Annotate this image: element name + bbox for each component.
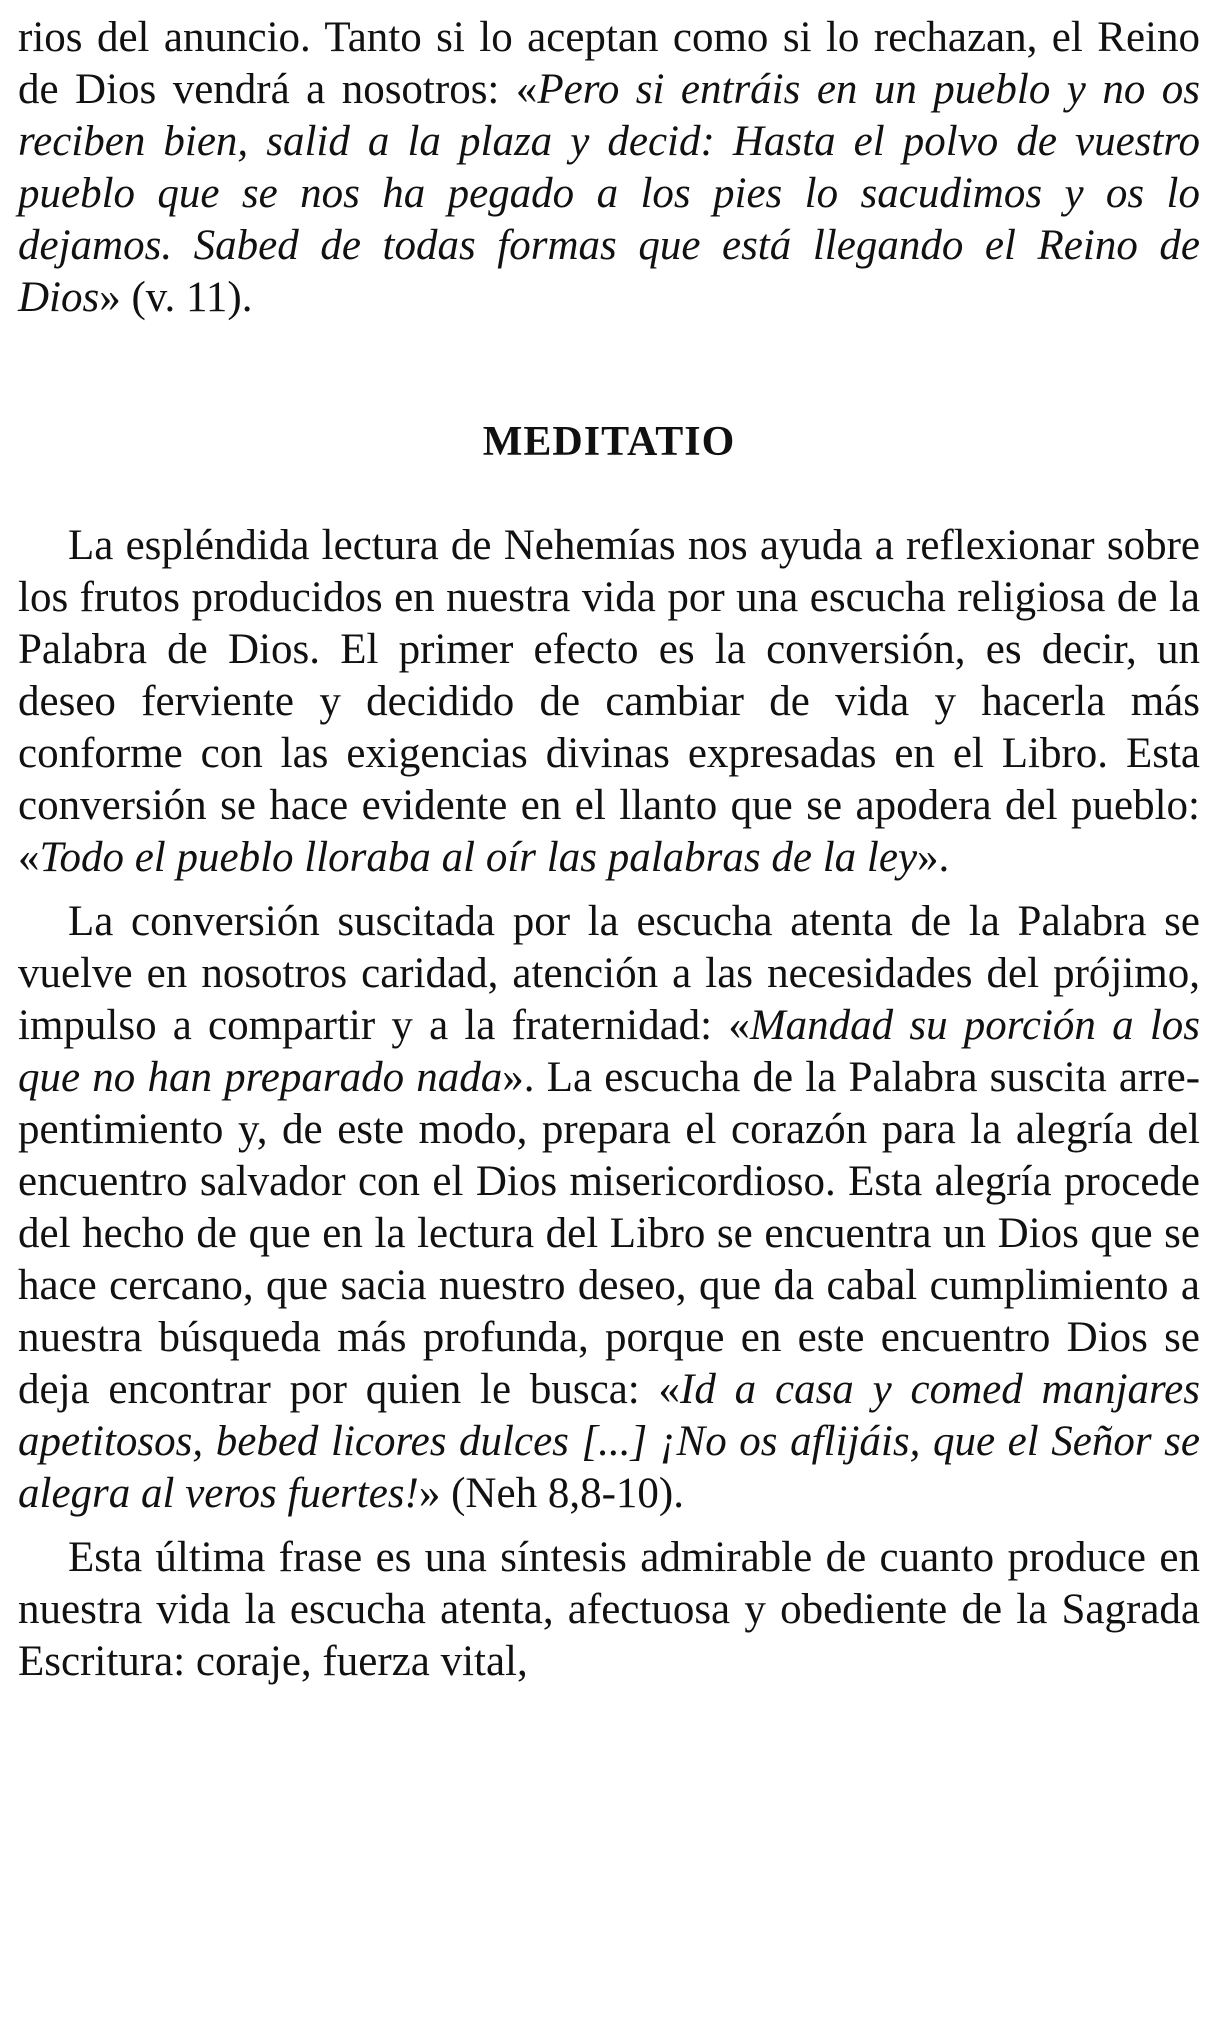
paragraph-text: La conversión suscitada por la escucha atenta de la Palabra se vuelve en nosotros caridad, atención a las necesidades del prójimo, impulso a compartir y a la fraternidad: «	[18, 898, 1200, 1049]
paragraph-text: » (Neh 8,8-10).	[418, 1470, 684, 1517]
paragraph-text: Esta última frase es una síntesis admirable de cuanto produce en nuestra vida la escucha atenta, afectuosa y obediente de la Sagrada Escritura: coraje, fuerza vital,	[18, 1534, 1200, 1685]
paragraph-text: » (v. 11).	[99, 274, 253, 321]
paragraph-text: ».	[917, 834, 950, 881]
section-heading: MEDITATIO	[482, 419, 736, 465]
paragraph-text: rios del anuncio. Tanto si lo aceptan como si lo rechazan, el Reino de Dios vendrá a nosotros: «	[18, 14, 1200, 113]
document-page	[18, 0, 1200, 1688]
scripture-quote: Pero si entráis en un pueblo y no os reciben bien, salid a la plaza y decid: Hasta el polvo de vuestro pueblo que se nos ha pegado a los pies lo sacudimos y os lo dejamos. Sabed de todas formas que está llegando el Reino de Dios	[18, 66, 1201, 321]
paragraph	[18, 1532, 1200, 1688]
scripture-quote: Mandad su porción a los que no han preparado nada	[18, 1002, 1200, 1101]
paragraph	[18, 520, 1200, 884]
scripture-quote: Todo el pueblo lloraba al oír las palabras de la ley	[39, 834, 918, 881]
paragraph-text: ». La escucha de la Palabra suscita arrepentimiento y, de este modo, prepara el corazón para la alegría del encuentro salvador con el Dios misericordioso. Esta alegría procede del hecho de que en la lectura del Libro se encuentra un Dios que se hace cercano, que sacia nuestro deseo, que da cabal cumplimiento a nuestra búsqueda más profunda, porque en este encuentro Dios se deja encontrar por quien le busca: «	[18, 1054, 1201, 1413]
scripture-quote: Id a casa y comed manjares apetitosos, bebed licores dulces [...] ¡No os aflijáis, que el Señor se alegra al veros fuertes!	[18, 1366, 1200, 1517]
paragraph-continuation	[18, 0, 1200, 324]
paragraph-text: La espléndida lectura de Nehemías nos ayuda a reflexionar sobre los frutos producidos en nuestra vida por una escucha religiosa de la Palabra de Dios. El primer efecto es la conversión, es decir, un deseo ferviente y decidido de cambiar de vida y hacerla más conforme con las exigencias divinas expresadas en el Libro. Esta conversión se hace evidente en el llanto que se apodera del pueblo: «	[18, 522, 1200, 881]
paragraph	[18, 896, 1200, 1520]
